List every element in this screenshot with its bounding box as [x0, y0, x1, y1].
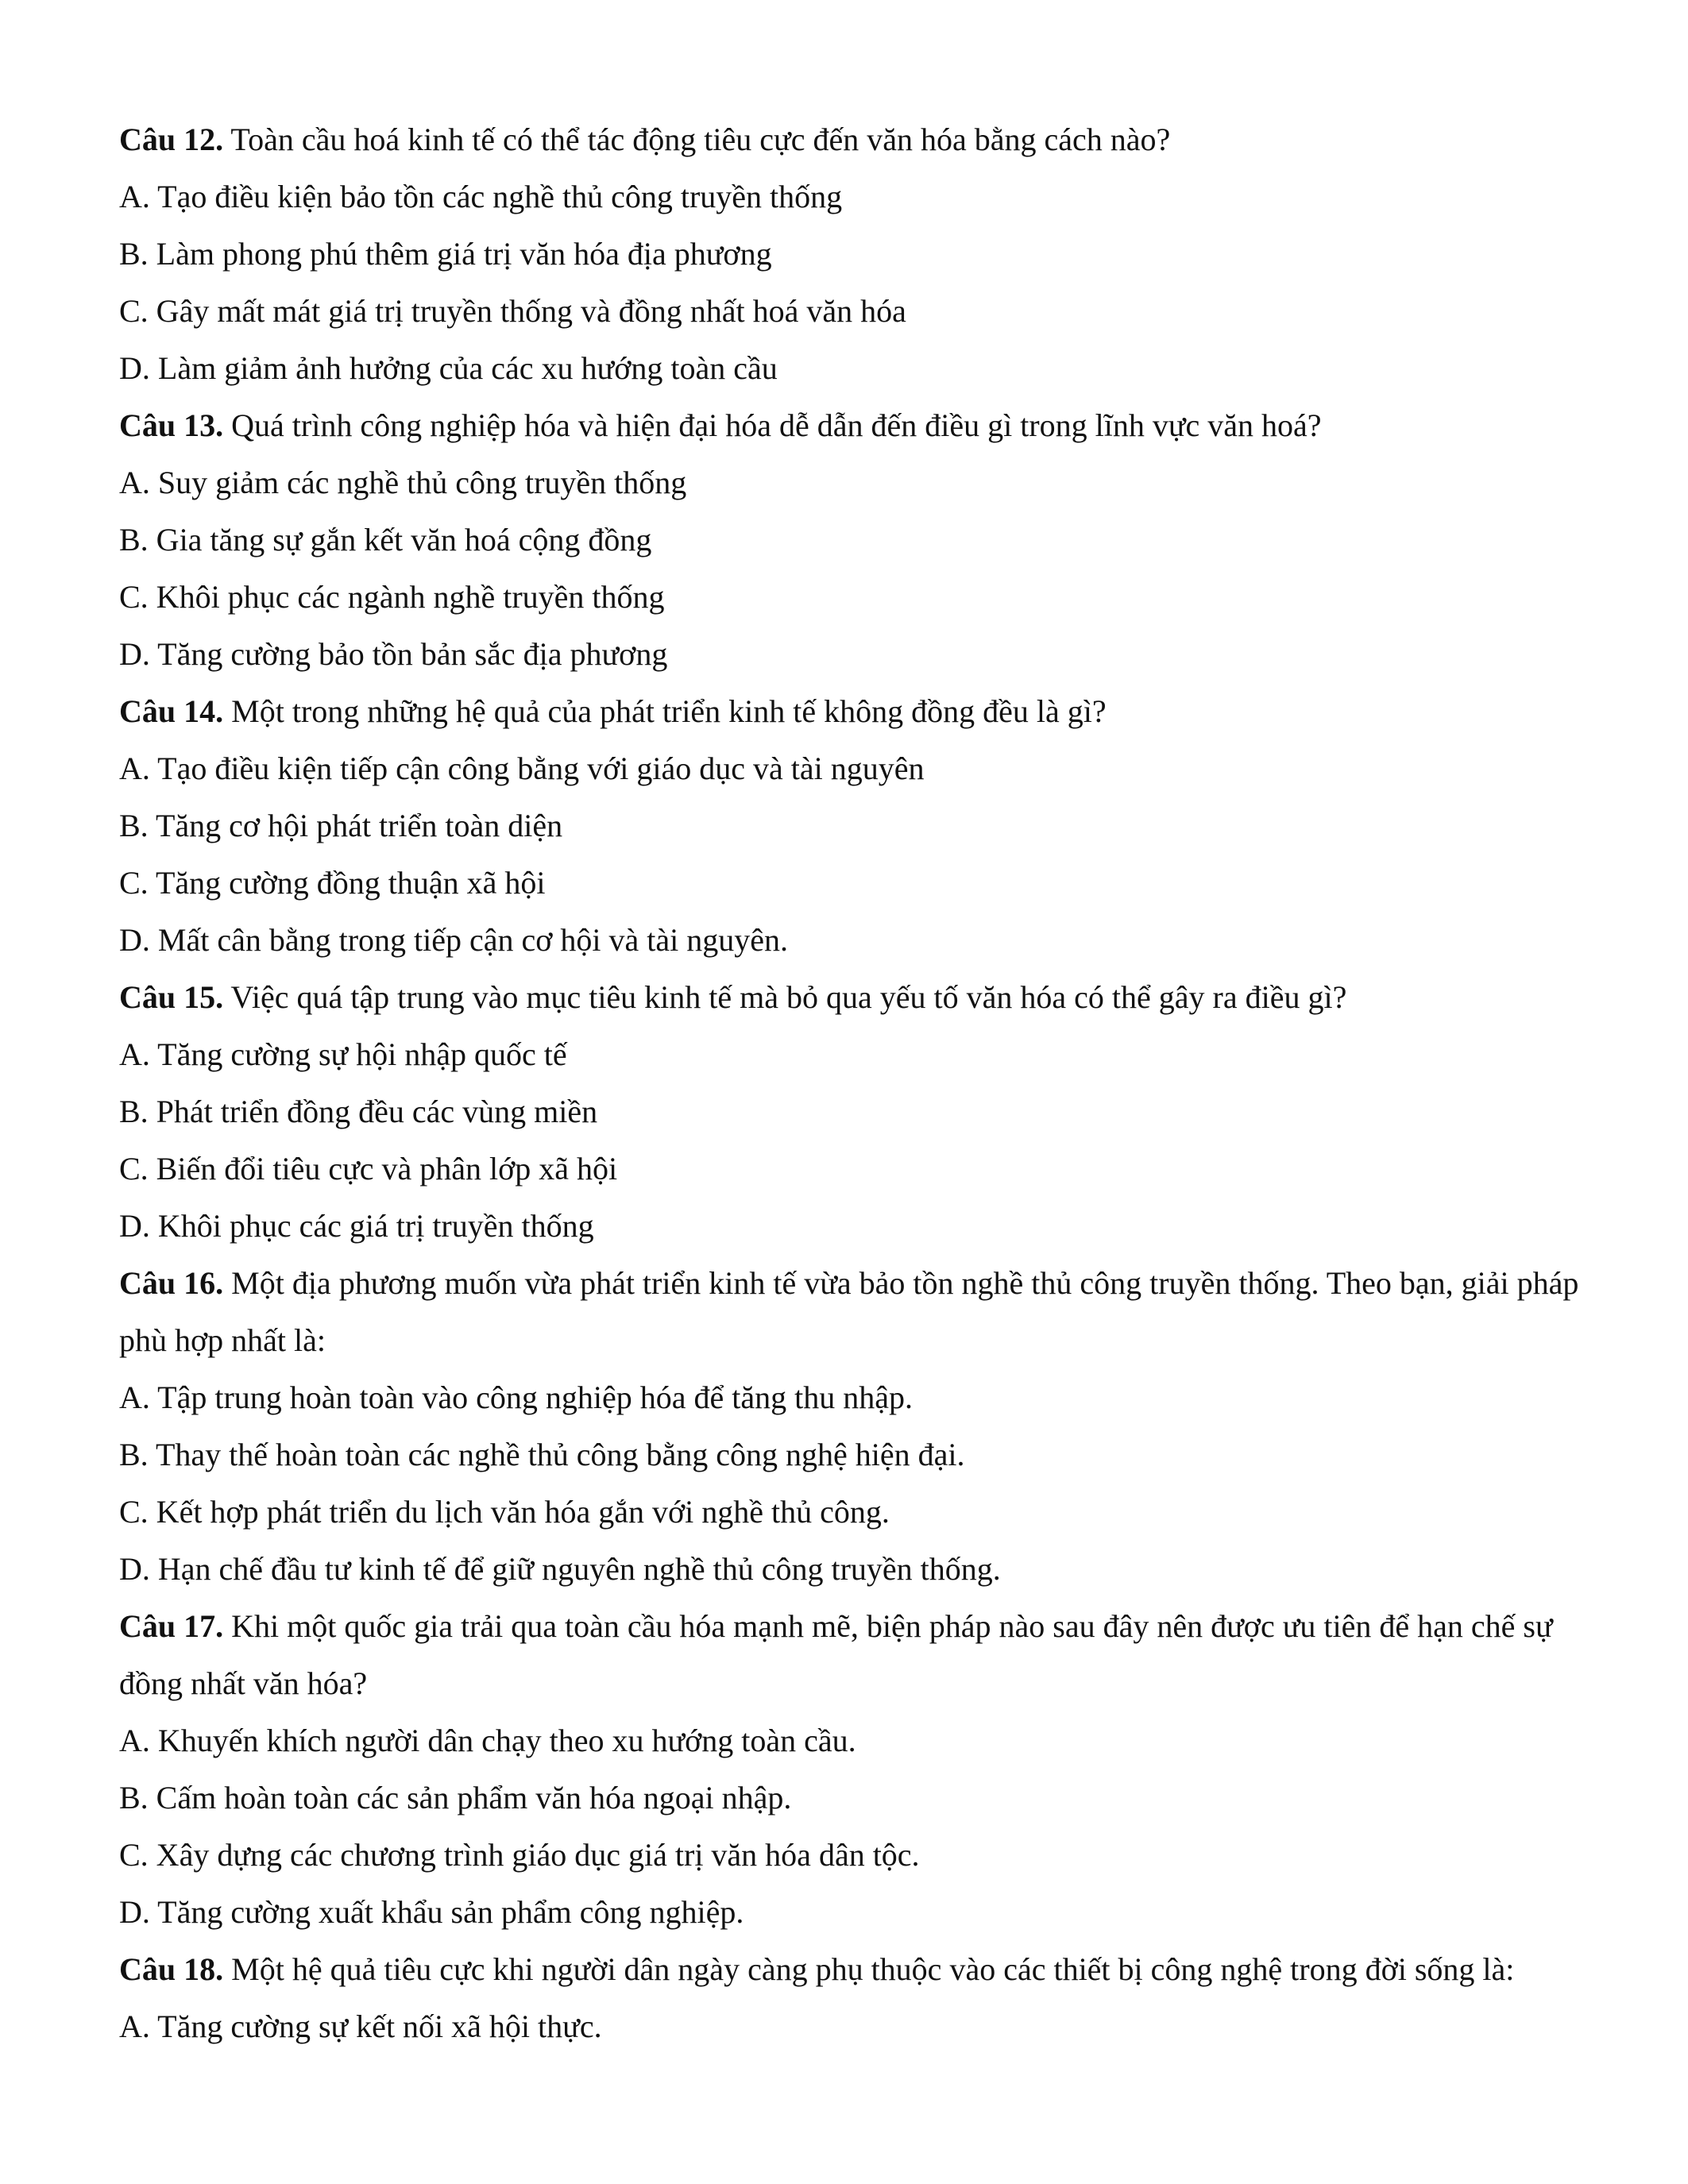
question-number: Câu 12.	[119, 122, 224, 157]
question-text: Quá trình công nghiệp hóa và hiện đại hóa dễ dẫn đến điều gì trong lĩnh vực văn hoá?	[231, 407, 1322, 443]
question-12	[119, 111, 1581, 397]
question-stem	[119, 969, 1581, 1026]
option-a: A. Khuyến khích người dân chạy theo xu hướng toàn cầu.	[119, 1723, 856, 1758]
option-a: A. Tập trung hoàn toàn vào công nghiệp hóa để tăng thu nhập.	[119, 1379, 914, 1415]
question-18	[119, 1941, 1581, 2055]
question-text: Một hệ quả tiêu cực khi người dân ngày càng phụ thuộc vào các thiết bị công nghệ trong đời sống là:	[231, 1951, 1515, 1987]
question-stem	[119, 397, 1581, 454]
option-c: C. Gây mất mát giá trị truyền thống và đồng nhất hoá văn hóa	[119, 293, 906, 329]
question-16	[119, 1255, 1581, 1598]
question-list	[119, 111, 1581, 2055]
option-b: B. Phát triển đồng đều các vùng miền	[119, 1094, 598, 1129]
option-d: D. Hạn chế đầu tư kinh tế để giữ nguyên nghề thủ công truyền thống.	[119, 1551, 1001, 1587]
option-c: C. Kết hợp phát triển du lịch văn hóa gắn với nghề thủ công.	[119, 1494, 890, 1530]
option-a: A. Tăng cường sự hội nhập quốc tế	[119, 1036, 567, 1072]
option-d: D. Làm giảm ảnh hưởng của các xu hướng toàn cầu	[119, 350, 778, 386]
question-stem	[119, 1941, 1581, 1998]
option-c: C. Tăng cường đồng thuận xã hội	[119, 865, 546, 901]
option-b: B. Thay thế hoàn toàn các nghề thủ công bằng công nghệ hiện đại.	[119, 1437, 965, 1472]
option-d: D. Tăng cường bảo tồn bản sắc địa phương	[119, 636, 668, 672]
option-c: C. Xây dựng các chương trình giáo dục giá trị văn hóa dân tộc.	[119, 1837, 920, 1873]
question-stem	[119, 1255, 1581, 1369]
option-c: C. Khôi phục các ngành nghề truyền thống	[119, 579, 665, 615]
option-a: A. Tạo điều kiện bảo tồn các nghề thủ công truyền thống	[119, 179, 843, 214]
option-d: D. Mất cân bằng trong tiếp cận cơ hội và tài nguyên.	[119, 922, 789, 958]
question-stem	[119, 1598, 1581, 1712]
question-text: Toàn cầu hoá kinh tế có thể tác động tiêu cực đến văn hóa bằng cách nào?	[230, 122, 1171, 157]
question-17	[119, 1598, 1581, 1941]
question-13	[119, 397, 1581, 683]
option-b: B. Cấm hoàn toàn các sản phẩm văn hóa ngoại nhập.	[119, 1780, 792, 1815]
question-text: Khi một quốc gia trải qua toàn cầu hóa mạnh mẽ, biện pháp nào sau đây nên được ưu tiên để hạn chế sự đồng nhất văn hóa?	[119, 1608, 1553, 1701]
question-number: Câu 18.	[119, 1951, 224, 1987]
option-b: B. Gia tăng sự gắn kết văn hoá cộng đồng	[119, 522, 652, 558]
question-stem	[119, 111, 1581, 168]
option-b: B. Làm phong phú thêm giá trị văn hóa địa phương	[119, 236, 772, 272]
option-a: A. Suy giảm các nghề thủ công truyền thống	[119, 465, 687, 500]
question-14	[119, 683, 1581, 969]
option-b: B. Tăng cơ hội phát triển toàn diện	[119, 808, 563, 843]
question-number: Câu 14.	[119, 693, 224, 729]
option-a: A. Tạo điều kiện tiếp cận công bằng với giáo dục và tài nguyên	[119, 751, 925, 786]
option-c: C. Biến đổi tiêu cực và phân lớp xã hội	[119, 1151, 618, 1187]
option-d: D. Khôi phục các giá trị truyền thống	[119, 1208, 594, 1244]
option-d: D. Tăng cường xuất khẩu sản phẩm công nghiệp.	[119, 1894, 744, 1930]
question-number: Câu 15.	[119, 979, 224, 1015]
option-a: A. Tăng cường sự kết nối xã hội thực.	[119, 2008, 602, 2044]
question-stem	[119, 683, 1581, 740]
question-15	[119, 969, 1581, 1255]
question-text: Một trong những hệ quả của phát triển kinh tế không đồng đều là gì?	[231, 693, 1107, 729]
question-text: Một địa phương muốn vừa phát triển kinh tế vừa bảo tồn nghề thủ công truyền thống. Theo bạn, giải pháp phù hợp nhất là:	[119, 1265, 1579, 1358]
question-text: Việc quá tập trung vào mục tiêu kinh tế mà bỏ qua yếu tố văn hóa có thể gây ra điều gì?	[230, 979, 1347, 1015]
question-number: Câu 13.	[119, 407, 224, 443]
question-number: Câu 17.	[119, 1608, 224, 1644]
question-number: Câu 16.	[119, 1265, 224, 1301]
